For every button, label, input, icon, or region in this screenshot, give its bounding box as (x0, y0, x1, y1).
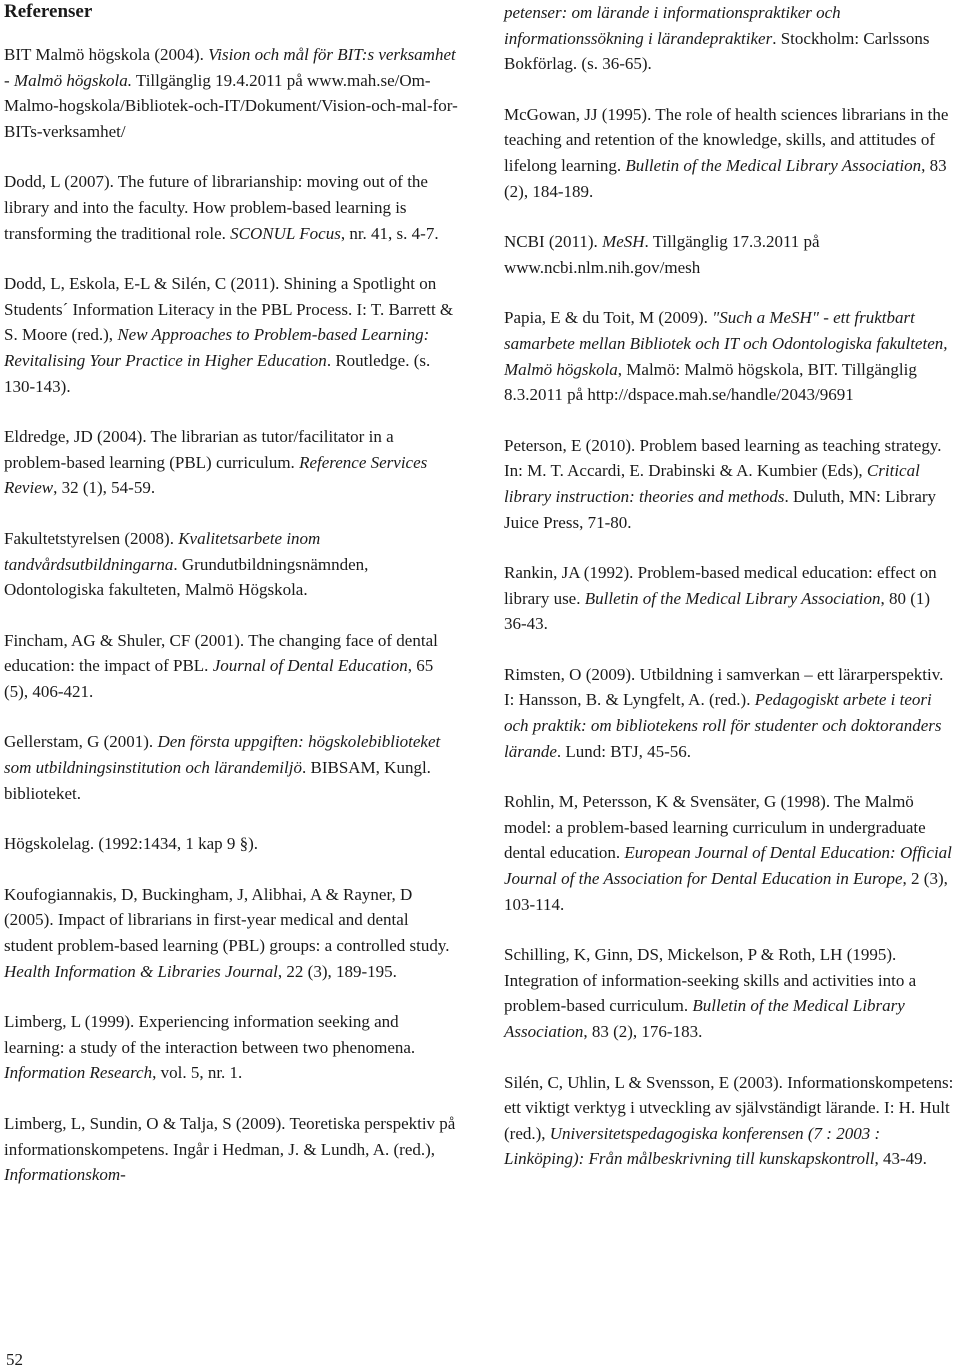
reference-text: NCBI (2011). (504, 232, 603, 252)
reference-text: Rankin, JA (1992). Problem-based medical education: effect on library use. (504, 563, 937, 608)
reference-entry (4, 882, 460, 984)
reference-text: Silén, C, Uhlin, L & Svensson, E (2003). Informationskompetens: ett viktigt verktyg i utveckling av självständigt lärande. I: H. Hult (red.), (504, 1072, 954, 1143)
reference-entry (4, 1009, 460, 1086)
reference-title: Bulletin of the Medical Library Association (625, 155, 922, 175)
reference-title: Bulletin of the Medical Library Association (584, 588, 881, 608)
reference-title: Bulletin of the Medical Library Association (504, 996, 905, 1041)
reference-text: , vol. 5, nr. 1. (152, 1063, 243, 1083)
page-number: 52 (6, 1350, 23, 1369)
reference-entry (4, 169, 460, 246)
reference-entry (4, 271, 460, 399)
reference-title: Pedagogiskt arbete i teori och praktik: om bibliotekens roll för studenter och doktoranders lärande (504, 690, 942, 761)
reference-entry (504, 560, 956, 637)
reference-entry (4, 1111, 460, 1188)
reference-text: , nr. 41, s. 4-7. (340, 223, 439, 243)
reference-text: Schilling, K, Ginn, DS, Mickelson, P & Roth, LH (1995). Integration of information-seeking skills and activities into a problem-based curriculum. (504, 945, 917, 1016)
reference-text: , 43-49. (874, 1149, 927, 1169)
reference-text: , 65 (5), 406-421. (4, 656, 434, 701)
reference-text: Papia, E & du Toit, M (2009). (504, 308, 713, 328)
reference-text: , 80 (1) 36-43. (504, 588, 931, 634)
reference-title: Vision och mål för BIT:s verksamhet - Malmö högskola. (4, 45, 456, 90)
reference-text: Fakultetstyrelsen (2008). (4, 528, 179, 548)
reference-text: Eldredge, JD (2004). The librarian as tutor/facilitator in a problem-based learning (PBL) curriculum. (4, 427, 394, 472)
reference-list-right (504, 0, 956, 1172)
reference-text: , 32 (1), 54-59. (53, 478, 156, 498)
reference-title: Information Research (4, 1063, 153, 1083)
reference-entry (4, 424, 460, 501)
reference-entry (504, 229, 956, 280)
reference-title: Reference Services Review (4, 452, 428, 498)
reference-title: Kvalitetsarbete inom tandvårdsutbildningarna (4, 528, 321, 574)
reference-entry (504, 0, 956, 77)
reference-entry (504, 433, 956, 535)
reference-title: Informationskom- (4, 1165, 126, 1185)
reference-text: . BIBSAM, Kungl. biblioteket. (4, 758, 431, 803)
reference-entry (504, 662, 956, 764)
reference-text: Koufogiannakis, D, Buckingham, J, Alibhai, A & Rayner, D (2005). Impact of librarians in first-year medical and dental student problem-based learning (PBL) groups: a controlled study. (4, 884, 450, 956)
reference-text: Fincham, AG & Shuler, CF (2001). The changing face of dental education: the impact of PBL. (4, 630, 438, 676)
reference-text: . Stockholm: Carlssons Bokförlag. (s. 36-65). (504, 28, 930, 74)
reference-list-left (4, 42, 460, 1188)
reference-title: New Approaches to Problem-based Learning: Revitalising Your Practice in Higher Education (4, 325, 430, 370)
right-column (504, 0, 956, 1197)
reference-text: , Malmö: Malmö högskola, BIT. Tillgänglig 8.3.2011 på http://dspace.mah.se/handle/2043/9691 (504, 359, 917, 405)
reference-text: , 22 (3), 189-195. (277, 961, 397, 981)
reference-title: Universitetspedagogiska konferensen (7 : 2003 : Linköping): Från målbeskrivning till kunskapskontroll (504, 1123, 881, 1169)
reference-text: BIT Malmö högskola (2004). (4, 45, 209, 64)
reference-title: "Such a MeSH" - ett fruktbart samarbete mellan Bibliotek och IT och Odontologiska fakulteten, Malmö högskola (504, 308, 948, 379)
reference-title: Health Information & Libraries Journal (4, 961, 278, 981)
reference-entry (4, 42, 460, 144)
reference-entry (4, 729, 460, 806)
reference-text: Peterson, E (2010). Problem based learning as teaching strategy. In: M. T. Accardi, E. Drabinski & A. Kumbier (Eds), (504, 435, 942, 481)
reference-title: petenser: om lärande i informationspraktiker och informationssökning i lärandepraktiker (504, 3, 841, 48)
reference-text: . Tillgänglig 17.3.2011 på www.ncbi.nlm.nih.gov/mesh (504, 232, 820, 277)
reference-title: MeSH (602, 232, 645, 252)
reference-entry (504, 102, 956, 204)
reference-text: Rimsten, O (2009). Utbildning i samverkan – ett lärarperspektiv. I: Hansson, B. & Lyngfelt, A. (red.). (504, 664, 944, 710)
reference-text: . Routledge. (s. 130-143). (4, 350, 431, 396)
reference-title: European Journal of Dental Education: Official Journal of the Association for Dental Education in Europe (504, 843, 952, 889)
reference-title: SCONUL Focus (230, 223, 341, 243)
reference-text: Dodd, L, Eskola, E-L & Silén, C (2011). Shining a Spotlight on Students´ Information Literacy in the PBL Process. I: T. Barrett & S. Moore (red.), (4, 274, 454, 345)
reference-text: . Grundutbildningsnämnden, Odontologiska fakulteten, Malmö Högskola. (4, 554, 369, 600)
reference-entry (4, 628, 460, 705)
reference-entry (4, 831, 460, 857)
reference-text: Limberg, L, Sundin, O & Talja, S (2009). Teoretiska perspektiv på informationskompetens. Ingår i Hedman, J. & Lundh, A. (red.), (4, 1114, 456, 1159)
reference-text: Rohlin, M, Petersson, K & Svensäter, G (1998). The Malmö model: a problem-based learning curriculum in undergraduate dental education. (504, 792, 926, 863)
section-heading: Referenser (4, 1, 93, 22)
reference-entry (504, 1070, 956, 1172)
reference-text: Gellerstam, G (2001). (4, 732, 158, 752)
reference-text: , 2 (3), 103-114. (504, 869, 948, 914)
reference-entry (504, 789, 956, 917)
reference-entry (4, 526, 460, 603)
reference-text: Dodd, L (2007). The future of librarianship: moving out of the library and into the faculty. How problem-based learning is transforming the traditional role. (4, 172, 428, 243)
reference-title: Journal of Dental Education (212, 656, 408, 676)
reference-text: Tillgänglig 19.4.2011 på www.mah.se/Om-Malmo-hogskola/Bibliotek-och-IT/Dokument/Vision-och-mal-for-BITs-verksamhet/ (4, 70, 458, 141)
reference-text: . Lund: BTJ, 45-56. (556, 741, 691, 761)
reference-text: McGowan, JJ (1995). The role of health sciences librarians in the teaching and retention of the knowledge, skills, and attitudes of lifelong learning. (504, 104, 949, 175)
reference-text: Högskolelag. (1992:1434, 1 kap 9 §). (4, 834, 259, 854)
reference-text: , 83 (2), 184-189. (504, 155, 947, 201)
reference-title: Den första uppgiften: högskolebiblioteket som utbildningsinstitution och lärandemiljö (4, 732, 441, 778)
reference-entry (504, 942, 956, 1044)
reference-title: Critical library instruction: theories and methods (504, 461, 920, 506)
reference-text: , 83 (2), 176-183. (583, 1022, 703, 1041)
reference-text: Limberg, L (1999). Experiencing information seeking and learning: a study of the interaction between two phenomena. (4, 1012, 416, 1057)
reference-entry (504, 305, 956, 407)
reference-text: . Duluth, MN: Library Juice Press, 71-80. (504, 486, 937, 532)
left-column (4, 0, 460, 1213)
